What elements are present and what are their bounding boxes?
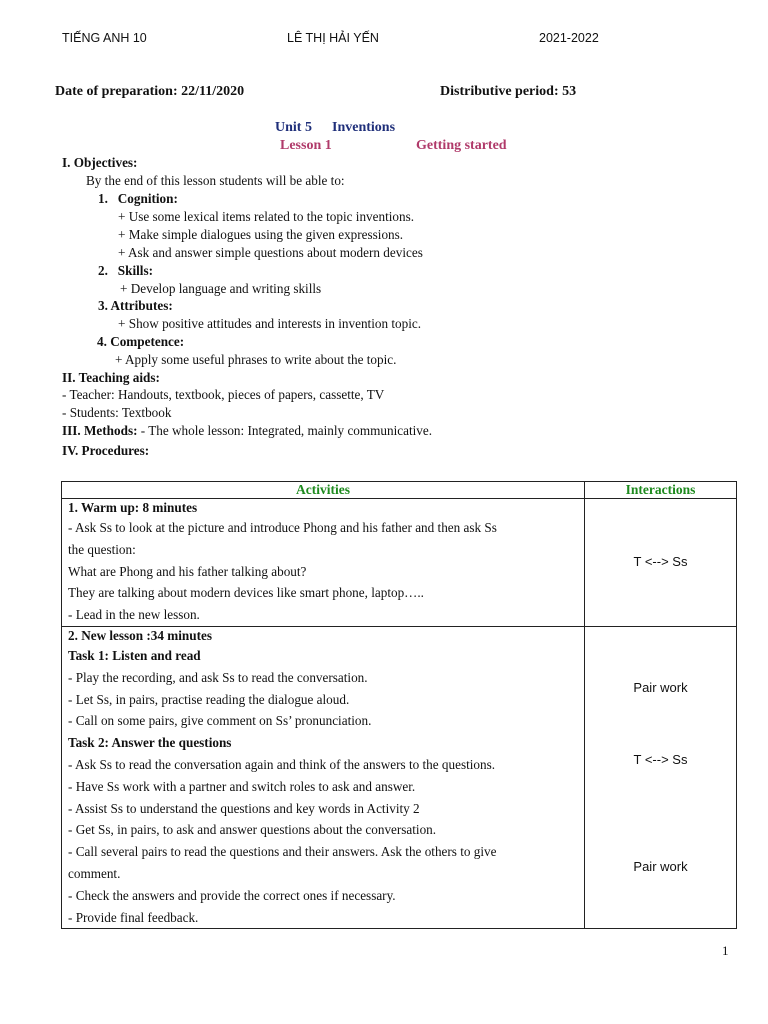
task1-line-3: - Call on some pairs, give comment on Ss’ pronunciation. — [68, 713, 372, 729]
methods-heading: III. Methods: — [62, 423, 138, 438]
warmup-line-4: They are talking about modern devices like smart phone, laptop….. — [68, 585, 424, 601]
methods-text: - The whole lesson: Integrated, mainly communicative. — [137, 423, 433, 438]
date-of-preparation: Date of preparation: 22/11/2020 — [55, 84, 245, 99]
task2-line-2: - Have Ss work with a partner and switch roles to ask and answer. — [68, 778, 416, 794]
warmup-row — [62, 499, 737, 627]
task1-heading: Task 1: Listen and read — [68, 647, 201, 663]
objectives-intro: By the end of this lesson students will be able to: — [86, 173, 345, 188]
skills-heading: 2. Skills: — [98, 263, 153, 278]
warmup-line-2: the question: — [68, 541, 136, 557]
cognition-item-1: + Use some lexical items related to the topic inventions. — [118, 209, 415, 224]
teaching-aids-students: - Students: Textbook — [62, 405, 172, 420]
task2-line-4: - Get Ss, in pairs, to ask and answer questions about the conversation. — [68, 822, 437, 838]
warmup-line-3: What are Phong and his father talking about? — [68, 563, 307, 579]
unit-name: Inventions — [332, 120, 396, 135]
interaction-t-ss-2: T <--> Ss — [633, 751, 688, 767]
task2-line-8: - Provide final feedback. — [68, 909, 199, 925]
cognition-heading: 1. Cognition: — [98, 191, 178, 206]
newlesson-heading: 2. New lesson :34 minutes — [68, 627, 212, 643]
interaction-pair-work-1: Pair work — [633, 679, 688, 695]
attributes-item: + Show positive attitudes and interests in invention topic. — [118, 316, 422, 331]
task2-line-1: - Ask Ss to read the conversation again and think of the answers to the questions. — [68, 756, 496, 772]
cognition-item-2: + Make simple dialogues using the given expressions. — [118, 227, 404, 242]
task1-line-1: - Play the recording, and ask Ss to read the conversation. — [68, 669, 368, 685]
competence-item: + Apply some useful phrases to write about the topic. — [115, 352, 397, 367]
procedures-table — [61, 481, 737, 929]
warmup-line-5: - Lead in the new lesson. — [68, 607, 200, 623]
warmup-activities — [62, 499, 585, 627]
warmup-heading: 1. Warm up: 8 minutes — [68, 500, 198, 515]
header-subject: TIẾNG ANH 10 — [62, 31, 147, 45]
lesson-name: Getting started — [416, 138, 507, 153]
warmup-interaction-cell — [585, 499, 737, 627]
newlesson-interaction-cell — [585, 626, 737, 928]
skills-item: + Develop language and writing skills — [120, 281, 322, 296]
objectives-heading: I. Objectives: — [62, 155, 138, 170]
attributes-heading: 3. Attributes: — [98, 298, 173, 313]
procedures-heading: IV. Procedures: — [62, 443, 150, 458]
teaching-aids-heading: II. Teaching aids: — [62, 370, 160, 385]
task2-line-7: - Check the answers and provide the correct ones if necessary. — [68, 887, 396, 903]
task2-line-3: - Assist Ss to understand the questions and key words in Activity 2 — [68, 800, 420, 816]
newlesson-row — [62, 626, 737, 928]
table-header-row — [62, 482, 737, 499]
task2-heading: Task 2: Answer the questions — [68, 735, 232, 751]
newlesson-activities — [62, 626, 585, 928]
header-year: 2021-2022 — [539, 31, 599, 45]
methods-line — [62, 423, 432, 439]
task2-line-5: - Call several pairs to read the questions and their answers. Ask the others to give — [68, 844, 497, 860]
unit-label: Unit 5 — [275, 120, 312, 135]
cognition-item-3: + Ask and answer simple questions about modern devices — [118, 245, 423, 260]
col-activities: Activities — [62, 482, 585, 499]
warmup-interaction: T <--> Ss — [633, 554, 688, 569]
warmup-line-1: - Ask Ss to look at the picture and introduce Phong and his father and then ask Ss — [68, 520, 497, 535]
header-teacher: LÊ THỊ HẢI YẾN — [287, 31, 379, 45]
task1-line-2: - Let Ss, in pairs, practise reading the dialogue aloud. — [68, 691, 350, 707]
col-interactions: Interactions — [585, 482, 737, 499]
lesson-label: Lesson 1 — [280, 138, 332, 153]
competence-heading: 4. Competence: — [97, 334, 185, 349]
distributive-period: Distributive period: 53 — [440, 84, 577, 99]
cognition-heading-text: Cognition: — [117, 191, 178, 206]
teaching-aids-teacher: - Teacher: Handouts, textbook, pieces of papers, cassette, TV — [62, 387, 385, 402]
interaction-pair-work-2: Pair work — [633, 858, 688, 874]
task2-line-6: comment. — [68, 865, 121, 881]
page-number: 1 — [722, 943, 729, 958]
skills-heading-text: Skills: — [117, 263, 153, 278]
